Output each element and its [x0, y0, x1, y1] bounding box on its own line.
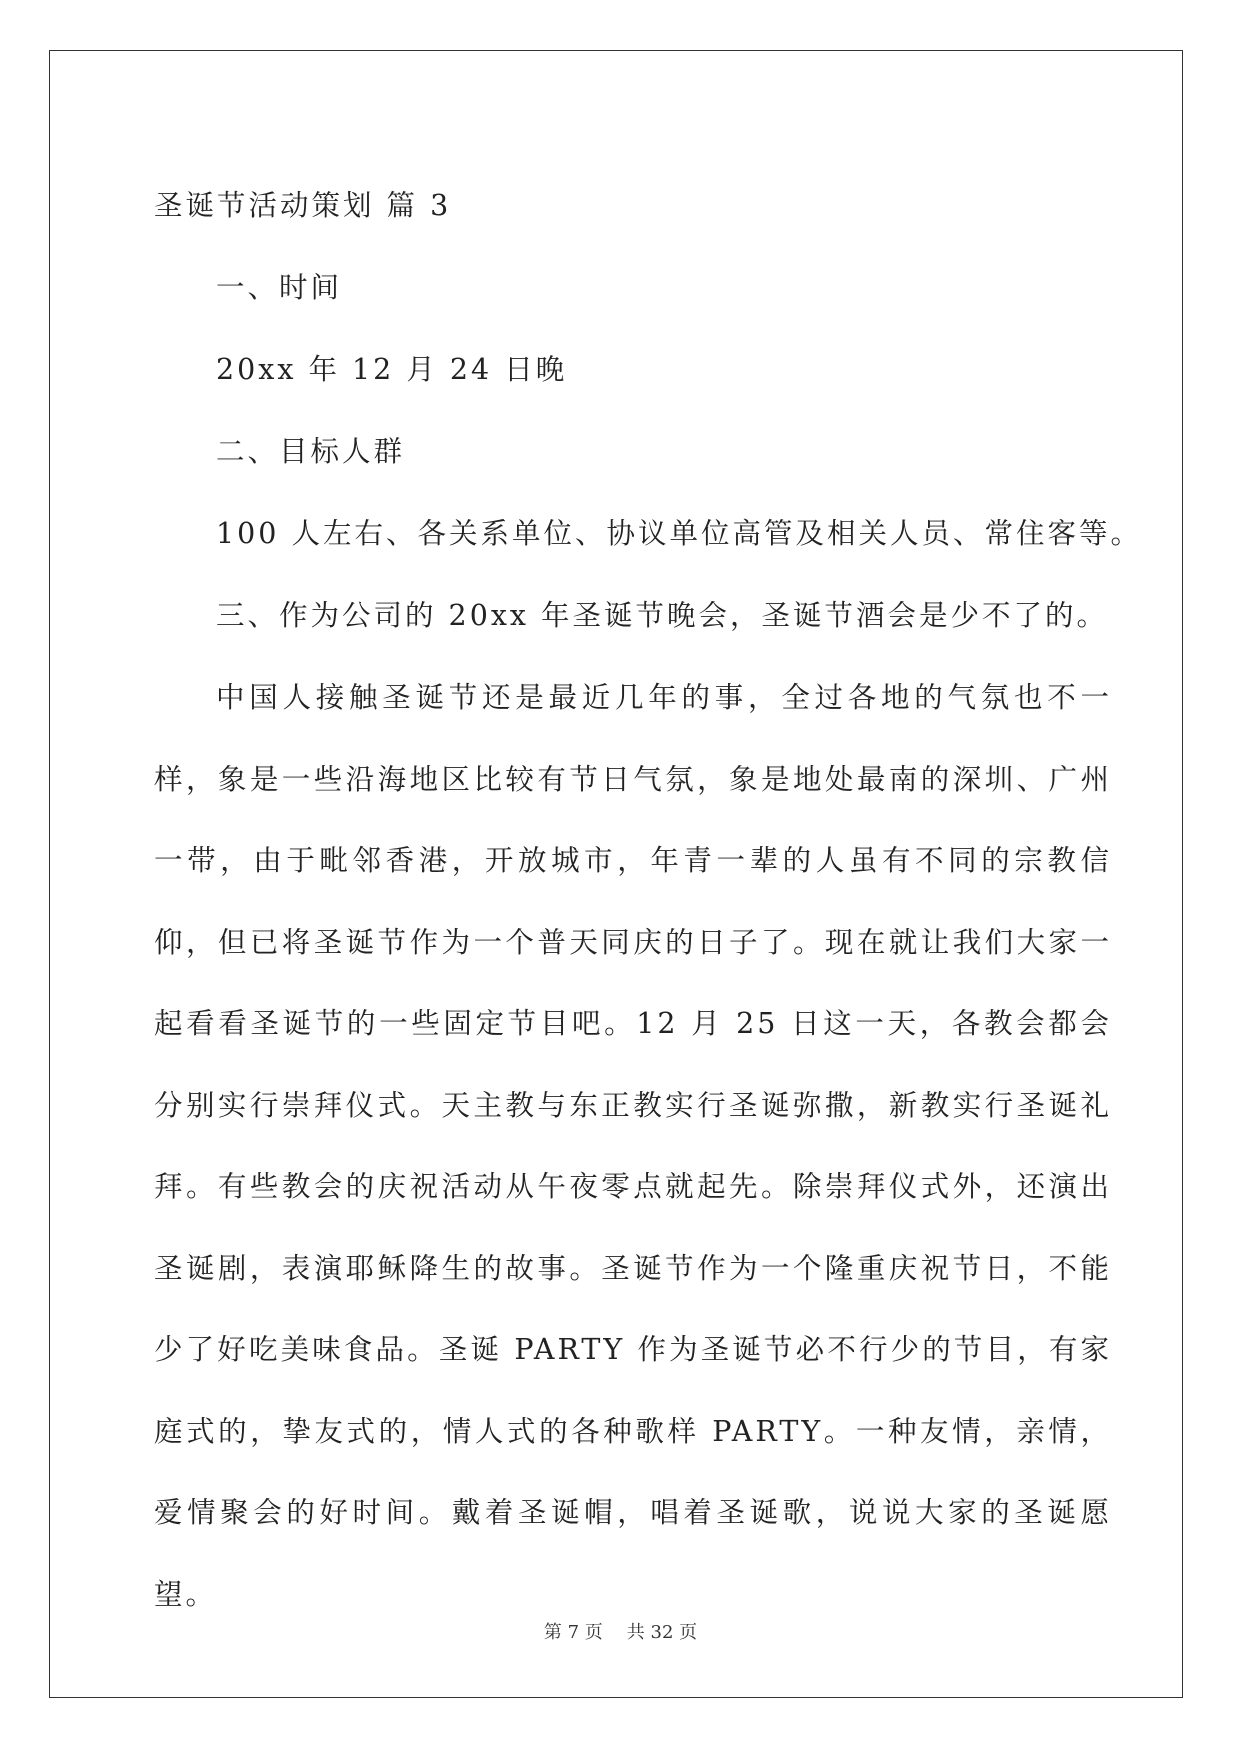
- section-two-heading: 二、目标人群: [216, 435, 406, 468]
- document-body: [154, 165, 1142, 1635]
- section-one-heading: 一、时间: [216, 271, 343, 304]
- page-footer: [0, 1618, 1241, 1644]
- section-three-heading: 三、作为公司的 20xx 年圣诞节晚会，圣诞节酒会是少不了的。: [216, 599, 1109, 632]
- page-number-total: 共 32 页: [626, 1622, 698, 1643]
- section-one-text: 20xx 年 12 月 24 日晚: [216, 353, 568, 386]
- section-two-text: 100 人左右、各关系单位、协议单位高管及相关人员、常住客等。: [216, 517, 1142, 550]
- body-paragraph: 中国人接触圣诞节还是最近几年的事，全过各地的气氛也不一样，象是一些沿海地区比较有节日气氛，象是地处最南的深圳、广州一带，由于毗邻香港，开放城市，年青一辈的人虽有不同的宗教信仰，但已将圣诞节作为一个普天同庆的日子了。现在就让我们大家一起看看圣诞节的一些固定节目吧。12 月 25 日这一天，各教会都会分别实行崇拜仪式。天主教与东正教实行圣诞弥撒，新教实行圣诞礼拜。有些教会的庆祝活动从午夜零点就起先。除崇拜仪式外，还演出圣诞剧，表演耶稣降生的故事。圣诞节作为一个隆重庆祝节日，不能少了好吃美味食品。圣诞 PARTY 作为圣诞节必不行少的节目，有家庭式的，挚友式的，情人式的各种歌样 PARTY。一种友情，亲情，爱情聚会的好时间。戴着圣诞帽，唱着圣诞歌，说说大家的圣诞愿望。: [154, 681, 1112, 1611]
- document-title: 圣诞节活动策划 篇 3: [154, 189, 452, 222]
- page-number-current: 第 7 页: [543, 1622, 603, 1643]
